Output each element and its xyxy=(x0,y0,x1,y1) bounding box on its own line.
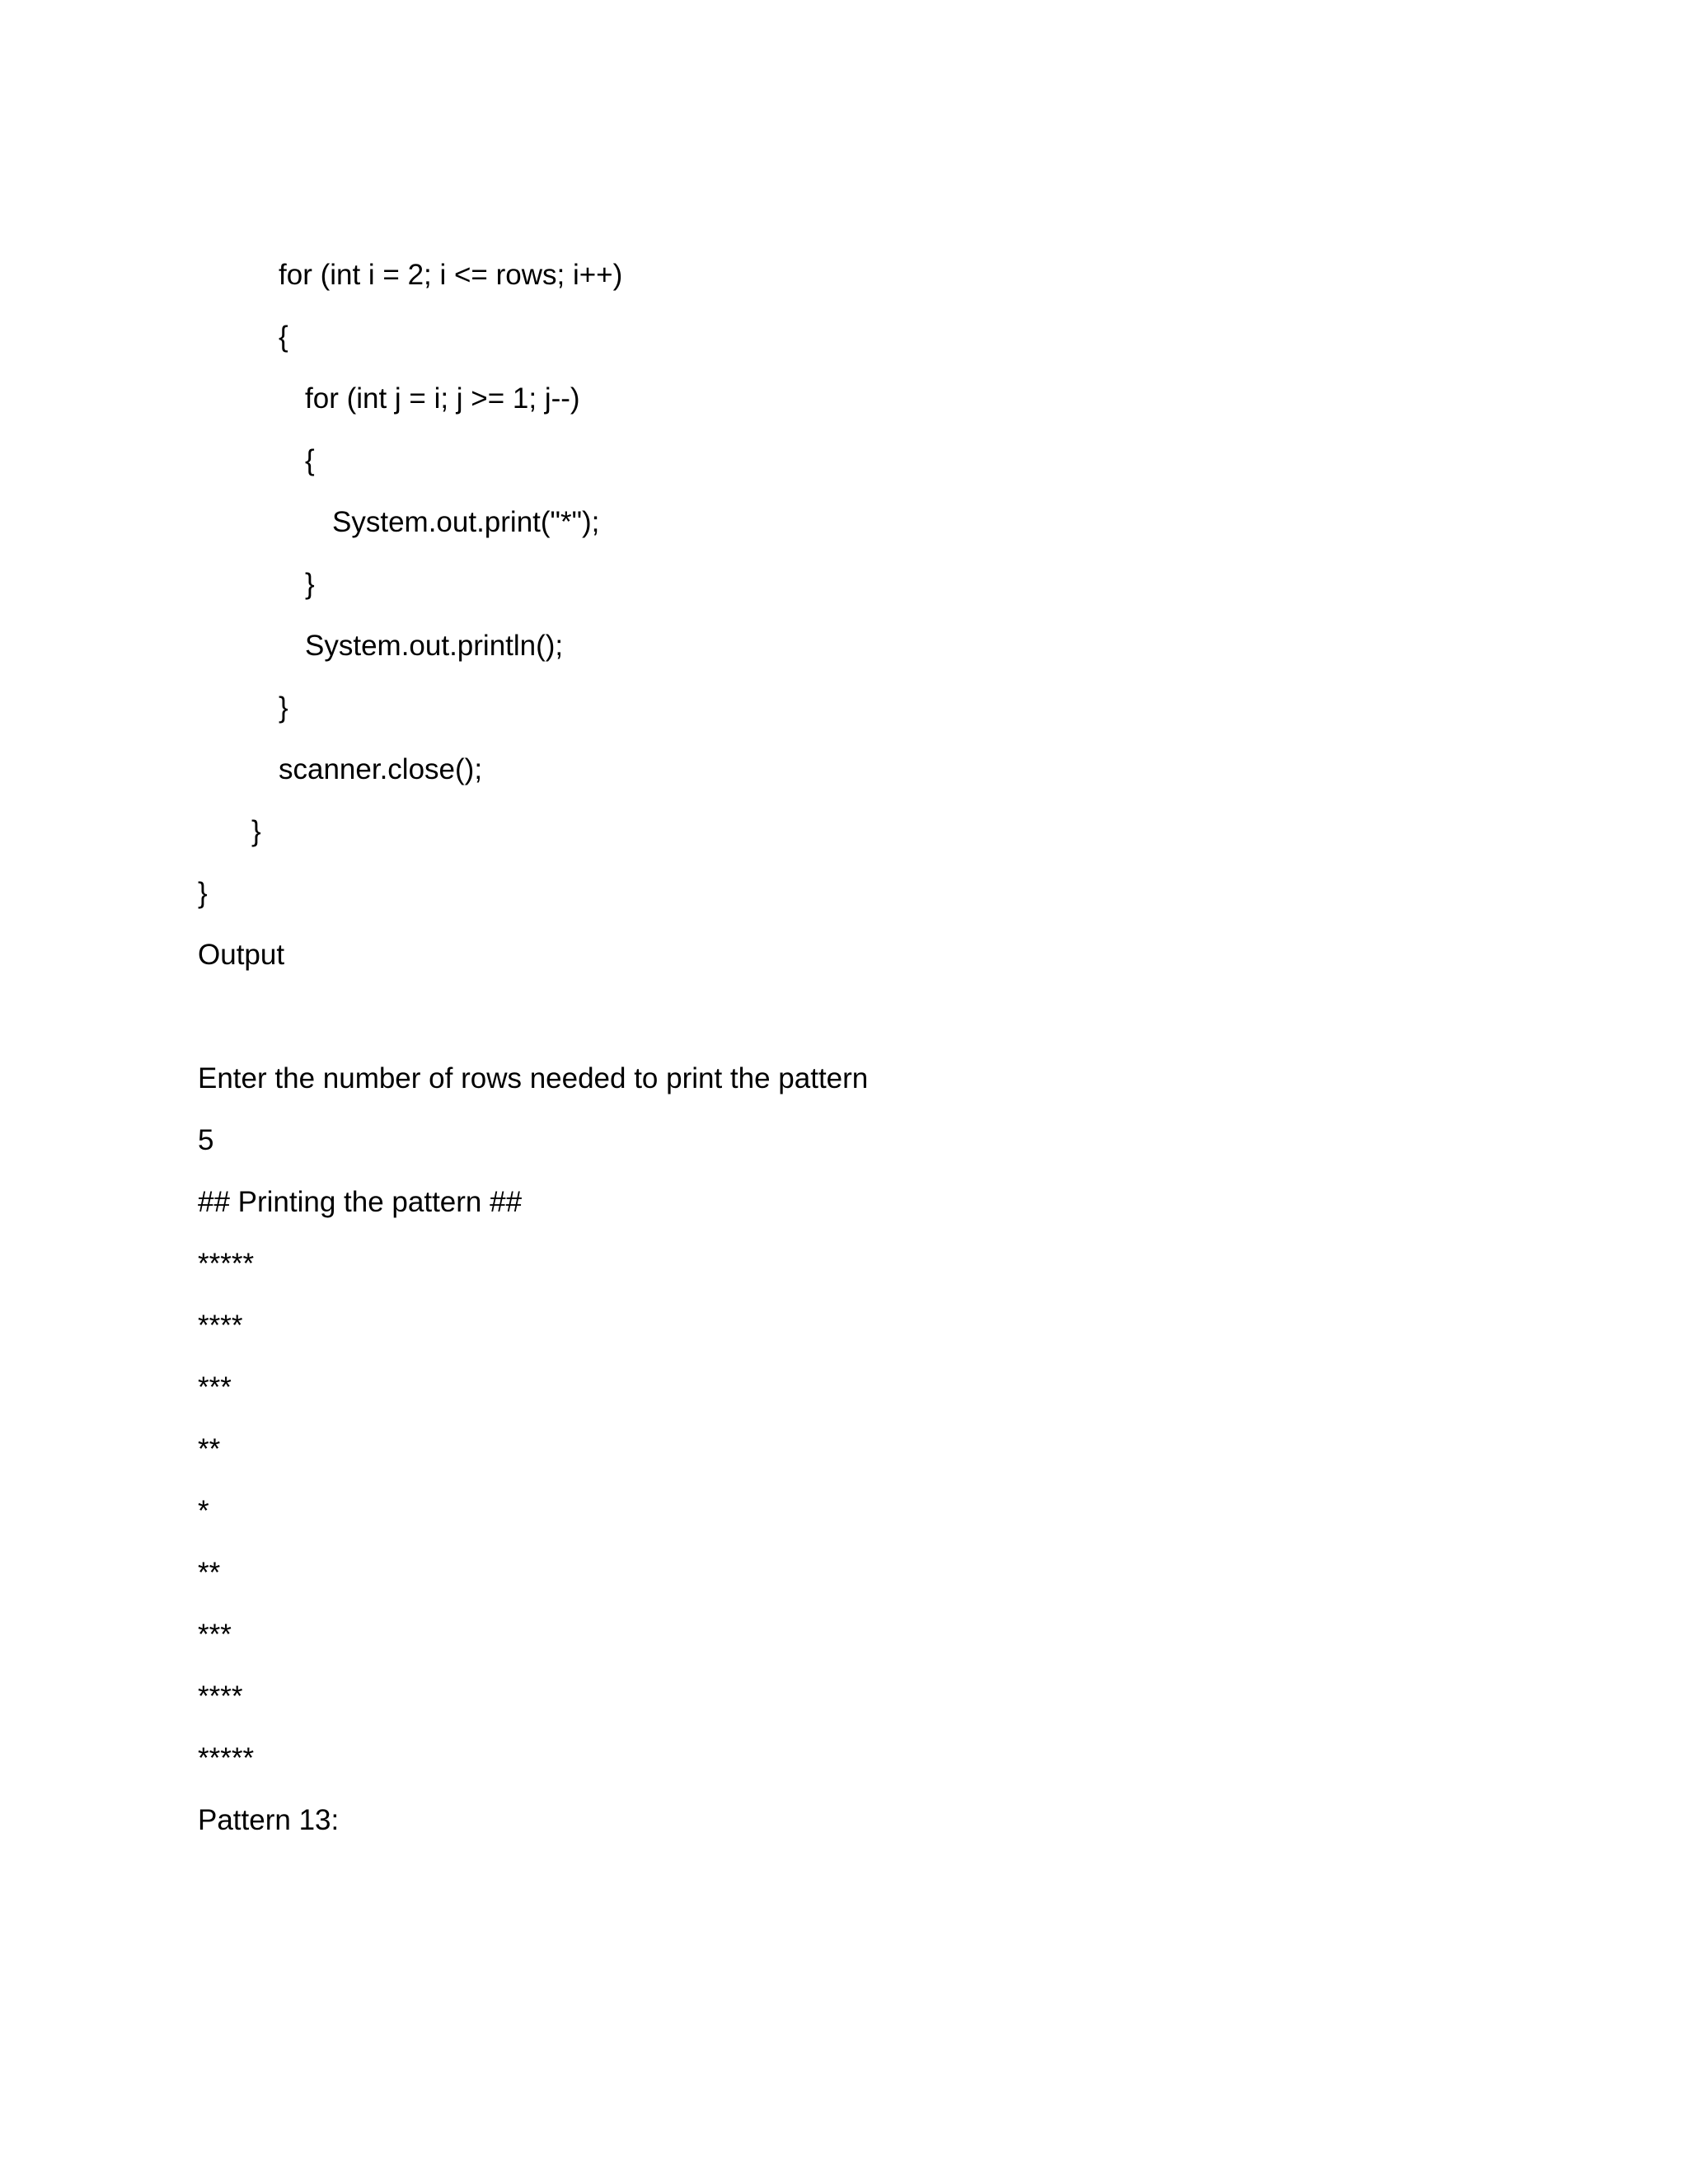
code-line-close-brace: } xyxy=(251,815,261,847)
output-line-pattern: * xyxy=(198,1495,209,1527)
output-line-pattern: *** xyxy=(198,1619,232,1651)
output-line-pattern: ***** xyxy=(198,1248,255,1280)
code-line-print-star: System.out.print("*"); xyxy=(332,506,600,538)
code-line-inner-for: for (int j = i; j >= 1; j--) xyxy=(305,382,580,415)
output-heading: Output xyxy=(198,939,285,971)
output-line-pattern: **** xyxy=(198,1680,243,1713)
code-line-open-brace: { xyxy=(279,321,288,353)
output-line-prompt: Enter the number of rows needed to print the pattern xyxy=(198,1062,869,1094)
code-line-close-brace: } xyxy=(305,568,315,600)
code-line-open-brace: { xyxy=(305,444,315,476)
output-line-pattern: *** xyxy=(198,1371,232,1404)
code-line-close-brace: } xyxy=(279,691,288,724)
output-line-pattern: **** xyxy=(198,1310,243,1342)
output-line-pattern: ** xyxy=(198,1557,221,1589)
code-line-scanner-close: scanner.close(); xyxy=(279,753,483,785)
code-line-println: System.out.println(); xyxy=(305,630,564,662)
output-line-input: 5 xyxy=(198,1124,214,1156)
output-line-pattern: ** xyxy=(198,1433,221,1465)
code-line-outer-for: for (int i = 2; i <= rows; i++) xyxy=(279,259,623,291)
next-section-title: Pattern 13: xyxy=(198,1804,340,1836)
code-line-close-brace: } xyxy=(198,877,208,909)
output-line-pattern: ***** xyxy=(198,1742,255,1774)
output-line-banner: ## Printing the pattern ## xyxy=(198,1186,523,1218)
